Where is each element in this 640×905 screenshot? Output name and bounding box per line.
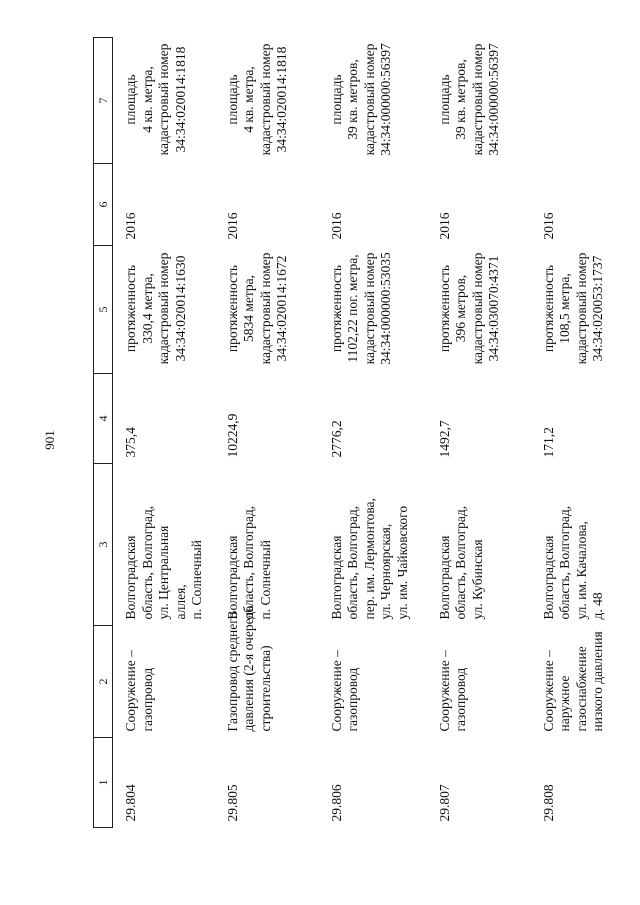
registry-table <box>93 37 640 828</box>
object-name-line: Газопровод среднего <box>224 611 240 732</box>
object-address-line: ул. Центральная <box>156 525 171 620</box>
object-address-line: п. Солнечный <box>257 540 273 620</box>
object-description <box>533 246 640 374</box>
object-description <box>113 246 217 374</box>
column-header: 1 <box>94 738 113 828</box>
object-description-line: кадастровый номер <box>257 252 273 365</box>
object-description-line: протяженность <box>328 264 344 353</box>
object-year: 2016 <box>436 212 452 240</box>
object-address-line: ул. им. Качалова, <box>573 521 589 620</box>
table-row <box>217 38 321 828</box>
object-address-line: д. 48 <box>590 592 605 620</box>
object-description-line: протяженность <box>224 264 240 353</box>
table-row <box>321 38 429 828</box>
object-description-line: протяженность <box>436 264 452 353</box>
object-description-line: кадастровый номер <box>361 252 377 365</box>
object-name-line: газопровод <box>453 667 468 732</box>
land-plot-info-line: 34:34:000000:56397 <box>486 43 501 156</box>
land-plot-info-line: кадастровый номер <box>361 43 377 156</box>
object-address-line: область, Волгоград, <box>241 505 256 620</box>
object-name <box>217 605 321 738</box>
entry-number: 29.807 <box>436 784 452 822</box>
land-plot-info <box>217 38 321 164</box>
land-plot-info-line: 4 кв. метра, <box>139 66 155 133</box>
object-description-line: 34:34:000000:53035 <box>378 252 393 365</box>
object-address-line: область, Волгоград, <box>345 505 360 620</box>
object-name-line: Сооружение – <box>123 650 138 732</box>
object-value: 2776,2 <box>328 420 344 458</box>
object-description-line: 34:34:020014:1630 <box>172 255 188 362</box>
land-plot-info-line: кадастровый номер <box>469 43 485 156</box>
column-header: 6 <box>94 164 113 246</box>
land-plot-info-line: кадастровый номер <box>156 43 171 156</box>
land-plot-info-line: площадь <box>436 74 452 125</box>
object-description-line: протяженность <box>123 264 138 353</box>
object-description-line: кадастровый номер <box>469 252 485 365</box>
land-plot-info-line: 39 кв. метров, <box>453 59 468 140</box>
object-name-line: давления (2-я очередь <box>241 605 256 732</box>
entry-number: 29.805 <box>224 784 240 822</box>
object-value: 375,4 <box>123 427 138 458</box>
object-year: 2016 <box>123 212 138 240</box>
object-description-line: 34:34:020014:1672 <box>274 255 289 362</box>
object-name-line: Сооружение – <box>328 650 344 732</box>
object-address <box>217 464 321 626</box>
object-address-line: Волгоградская <box>436 535 452 620</box>
object-address-line: пер. им. Лермонтова, <box>361 498 377 620</box>
object-address-line: Волгоградская <box>540 535 556 620</box>
object-address-line: Волгоградская <box>123 535 138 620</box>
object-address-line: область, Волгоград, <box>453 505 468 620</box>
object-year: 2016 <box>540 212 556 240</box>
land-plot-info <box>533 38 640 164</box>
land-plot-info-line: 4 кв. метра, <box>241 66 256 133</box>
object-name <box>321 626 429 738</box>
object-description-line: 1102,22 пог. метра, <box>345 254 360 363</box>
object-description-line: 396 метров, <box>453 274 468 343</box>
object-name-line: низкого давления <box>590 631 605 732</box>
object-description-line: кадастровый номер <box>573 252 589 365</box>
entry-number: 29.804 <box>123 784 138 822</box>
land-plot-info-line: площадь <box>123 74 138 125</box>
land-plot-info <box>429 38 533 164</box>
object-address-line: п. Солнечный <box>189 540 204 620</box>
object-description-line: 5834 метра, <box>241 274 256 343</box>
column-header: 7 <box>94 38 113 164</box>
object-address-line: аллея, <box>172 584 188 620</box>
object-address-line: область, Волгоград, <box>139 505 155 620</box>
object-address <box>321 464 429 626</box>
table-row <box>429 38 533 828</box>
land-plot-info <box>113 38 217 164</box>
object-name-line: Сооружение – <box>436 650 452 732</box>
object-name-line: наружное <box>557 675 572 732</box>
column-header: 4 <box>94 374 113 464</box>
object-value: 171,2 <box>540 427 556 458</box>
object-address <box>533 464 640 626</box>
rotated-table-wrapper <box>93 38 605 828</box>
object-name-line: газоснабжение <box>573 646 589 732</box>
entry-number: 29.808 <box>540 784 556 822</box>
column-header: 3 <box>94 464 113 626</box>
object-value: 1492,7 <box>436 420 452 458</box>
object-address-line: область, Волгоград, <box>557 505 572 620</box>
object-description-line: 34:34:020053:1737 <box>590 255 605 362</box>
land-plot-info-line: 34:34:000000:56397 <box>378 43 393 156</box>
land-plot-info-line: 39 кв. метров, <box>345 59 360 140</box>
object-name-line: газопровод <box>139 667 155 732</box>
land-plot-info-line: площадь <box>328 74 344 125</box>
object-name-line: газопровод <box>345 667 360 732</box>
object-value: 10224,9 <box>224 413 240 458</box>
document-sheet <box>93 38 605 828</box>
object-description-line: протяженность <box>540 264 556 353</box>
land-plot-info-line: площадь <box>224 74 240 125</box>
land-plot-info <box>321 38 429 164</box>
object-address-line: ул. Черноярская, <box>378 523 393 620</box>
table-row <box>113 38 217 828</box>
object-address-line: ул. Кубинская <box>469 539 485 620</box>
object-name-line: Сооружение – <box>540 650 556 732</box>
object-name <box>113 626 217 738</box>
object-address-line: Волгоградская <box>224 535 240 620</box>
object-name-line: строительства) <box>257 645 273 732</box>
object-description-line: кадастровый номер <box>156 252 171 365</box>
land-plot-info-line: кадастровый номер <box>257 43 273 156</box>
page-number: 901 <box>42 430 57 450</box>
object-name <box>429 626 533 738</box>
land-plot-info-line: 34:34:020014:1818 <box>172 46 188 153</box>
object-address-line: ул. им. Чайковского <box>394 505 410 620</box>
object-year: 2016 <box>328 212 344 240</box>
land-plot-info-line: 34:34:020014:1818 <box>274 46 289 153</box>
object-address <box>429 464 533 626</box>
object-description <box>321 246 429 374</box>
object-description-line: 330,4 метра, <box>139 273 155 344</box>
object-name <box>533 626 640 738</box>
column-header: 2 <box>94 626 113 738</box>
object-address-line: Волгоградская <box>328 535 344 620</box>
entry-number: 29.806 <box>328 784 344 822</box>
object-description <box>217 246 321 374</box>
object-description-line: 34:34:030070:4371 <box>486 255 501 362</box>
object-year: 2016 <box>224 212 240 240</box>
table-header <box>94 38 113 828</box>
object-address <box>113 464 217 626</box>
object-description <box>429 246 533 374</box>
object-description-line: 108,5 метра, <box>557 273 572 344</box>
table-row <box>533 38 640 828</box>
column-header: 5 <box>94 246 113 374</box>
table-body <box>113 38 640 828</box>
